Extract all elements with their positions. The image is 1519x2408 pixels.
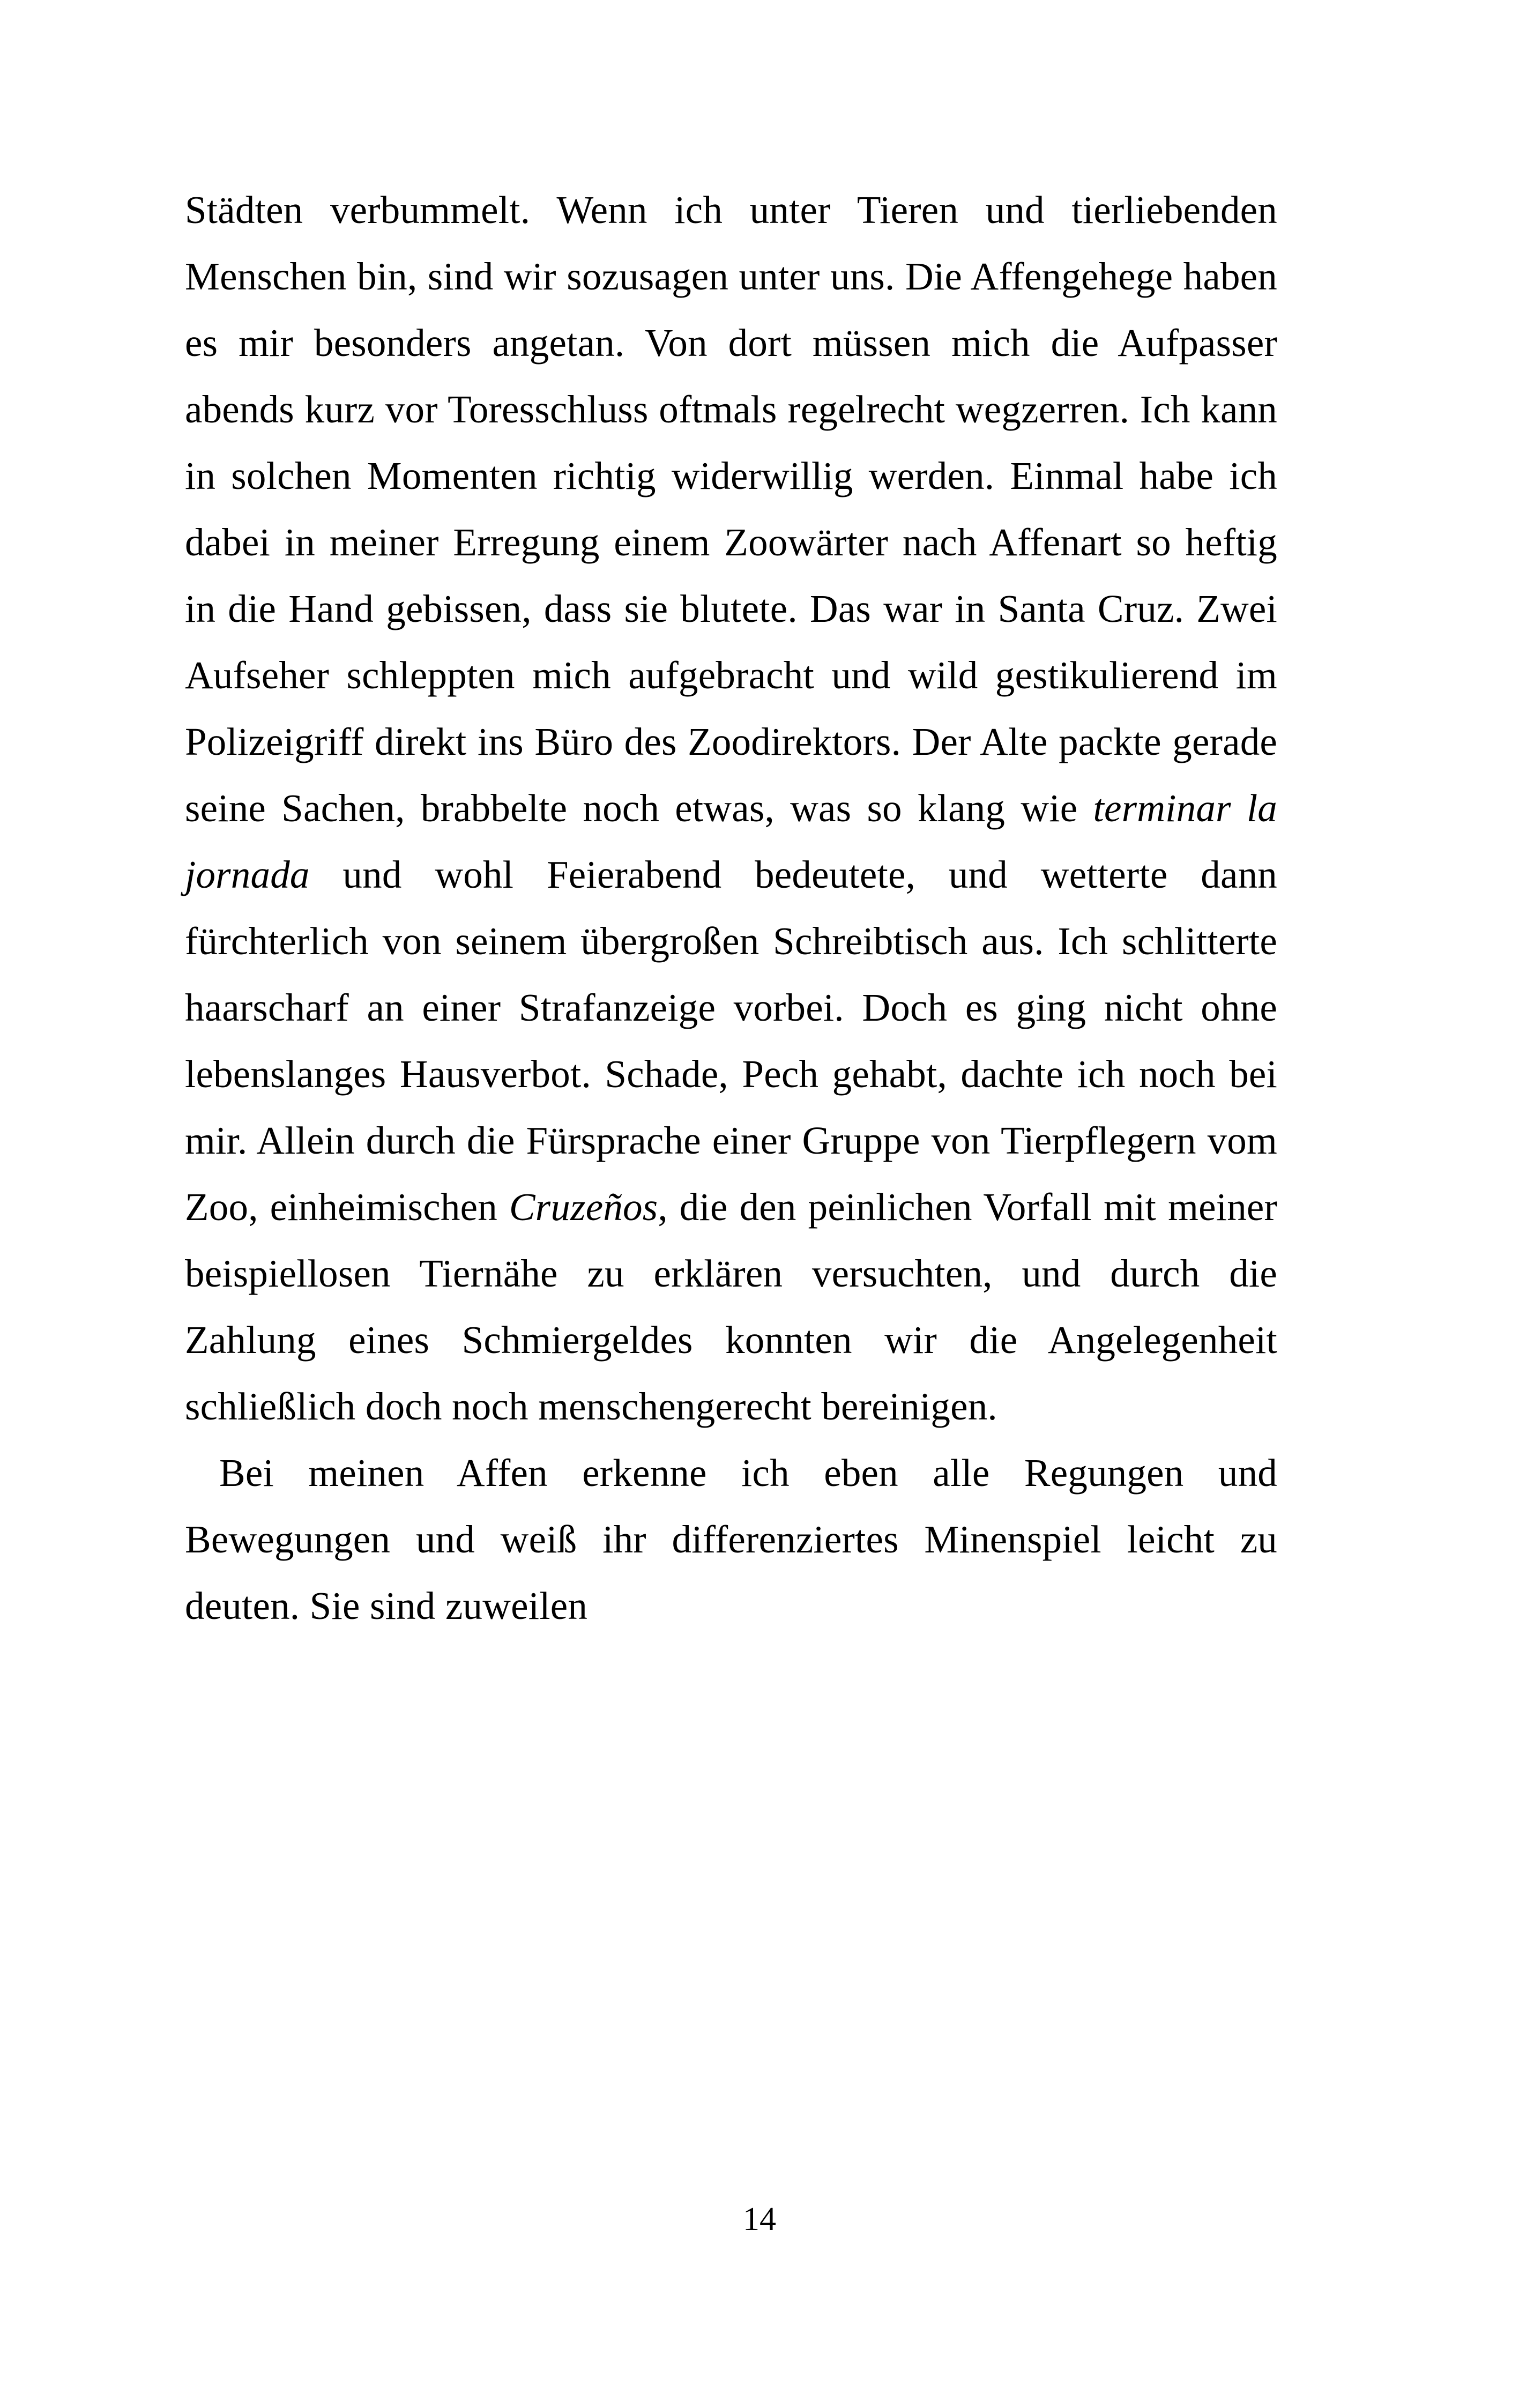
- body-text: [185, 177, 1277, 1639]
- page-number: 14: [743, 2201, 776, 2238]
- paragraph: Städten verbummelt. Wenn ich unter Tieren und tierliebenden Menschen bin, sind wir sozusagen unter uns. Die Affengehege haben es mir besonders angetan. Von dort müssen mich die Aufpasser abends kurz vor Toresschluss oftmals regelrecht wegzerren. Ich kann in solchen Momenten richtig widerwillig werden. Einmal habe ich dabei in meiner Erregung einem Zoowärter nach Affenart so heftig in die Hand gebissen, dass sie blutete. Das war in Santa Cruz. Zwei Aufseher schleppten mich aufgebracht und wild gestikulierend im Polizeigriff direkt ins Büro des Zoodirektors. Der Alte packte gerade seine Sachen, brabbelte noch etwas, was so klang wie terminar la jornada und wohl Feierabend bedeutete, und wetterte dann fürchterlich von seinem übergroßen Schreibtisch aus. Ich schlitterte haarscharf an einer Strafanzeige vorbei. Doch es ging nicht ohne lebenslanges Hausverbot. Schade, Pech gehabt, dachte ich noch bei mir. Allein durch die Fürsprache einer Gruppe von Tierpflegern vom Zoo, einheimischen Cruzeños, die den peinlichen Vorfall mit meiner beispiellosen Tiernähe zu erklären versuchten, und durch die Zahlung eines Schmiergeldes konnten wir die Angelegenheit schließlich doch noch menschengerecht bereinigen.: [185, 188, 1278, 1428]
- paragraph: Bei meinen Affen erkenne ich eben alle Regungen und Bewegungen und weiß ihr differenziertes Minenspiel leicht zu deuten. Sie sind zuweilen: [185, 1451, 1277, 1627]
